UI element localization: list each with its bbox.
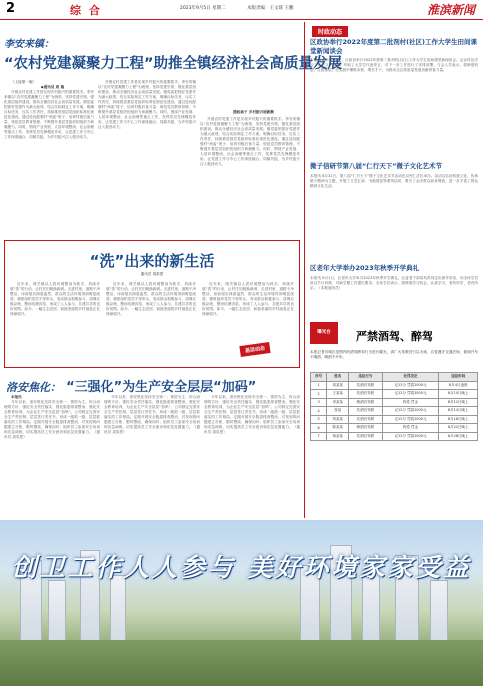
cell: 4 [311, 407, 327, 416]
exposure-note: 本报记者对城区范围内的酒驾醉驾行为进行曝光，请广大驾驶员引以为戒，自觉遵守交通法规，做到开车不喝酒、喝酒不开车。 [310, 350, 478, 359]
cell: 饮酒后驾驶 [349, 407, 382, 416]
cell: 记12分 罚款2000元 [382, 407, 439, 416]
newspaper-logo: 淮滨新闻 [426, 3, 475, 17]
cell: 记12分 罚款2000元 [382, 432, 439, 441]
cell: 8月10日晚上 [439, 390, 478, 399]
feature-body-col2 [106, 282, 196, 364]
safety-body-col1 [4, 395, 100, 515]
page-editor: 本版责编：王文联 王鹏 [247, 6, 294, 11]
table-header-row [311, 373, 478, 382]
safety-body-col2 [104, 395, 200, 515]
column-divider [304, 22, 305, 518]
col-header: 序号 [311, 373, 327, 382]
feature-byline: 通讯员 周泰恩 [140, 272, 164, 276]
feature-body-cont: 近年来，城关镇以人居环境整治为抓手，持续开展“洗”的行动，让村庄旧貌换新颜。走进村里，道路干净整洁，房前屋后绿意盎然，群众的生活环境得到明显改善。镇里组织党员干部带头，发动群众积极参与，清理垃圾杂物、整治坑塘沟渠，形成了人人参与、共建共享的良好氛围。如今，一幅生态宜居、和谐美丽的乡村画卷正在徐徐展开。 [106, 282, 196, 316]
safety-headline [6, 376, 256, 395]
city-banner-image [0, 520, 483, 686]
feature-body: 近年来，城关镇以人居环境整治为抓手，持续开展“洗”的行动，让村庄旧貌换新颜。走进村里，道路干净整洁，房前屋后绿意盎然，群众的生活环境得到明显改善。镇里组织党员干部带头，发动群众积极参与，清理垃圾杂物、整治坑塘沟渠，形成了人人参与、共建共享的良好氛围。如今，一幅生态宜居、和谐美丽的乡村画卷正在徐徐展开。 [10, 282, 100, 316]
safety-body-cont2: 今年以来，洛安焦化坚持安全第一、预防为主、综合治理的方针，强化安全责任落实、强化隐患排查整治、强化安全教育培训，为企业生产安全层层“加码”。公司制定完善安全生产责任制，层层签订责任书，形成一级抓一级、层层抓落实的工作格局。定期开展安全隐患排查整治，对发现的问题建立台账、限时整改、确保闭环；组织员工参加安全培训和应急演练，切实提高员工安全意识和应急处置能力。（通讯员 周泰恩） [204, 395, 300, 434]
lead-body-col1 [4, 80, 94, 230]
page-number: 2 [6, 1, 16, 16]
table-row [311, 432, 478, 441]
lead-body-col2 [98, 80, 196, 230]
lead-byline: （上接第一版） [11, 80, 37, 84]
cell: 2 [311, 390, 327, 399]
cell: 王某某 [327, 390, 349, 399]
col-header: 违法行为 [349, 373, 382, 382]
news3-body: 本报讯 9月1日，区老年大学举办2023年秋季开学典礼。区委老干部局负责同志出席并讲话，向全体学员致以节日问候，对新学期工作提出要求。全体学员表示，将珍惜学习机会，认真学习，老有所学、老有所乐。（本报通讯员） [310, 276, 478, 290]
table-row [311, 424, 478, 433]
cell: 李某某 [327, 398, 349, 407]
cell: 醉酒后驾驶 [349, 398, 382, 407]
feature-title: “洗”出来的新生活 [89, 252, 215, 270]
news2-title: 微子信研节第八届“仁行天下”微子文化艺术节 [310, 162, 443, 170]
cell: 记12分 罚款2000元 [382, 381, 439, 390]
safety-body-col3 [204, 395, 300, 515]
lead-body-cont2: 开展农村党建工作是实现乡村振兴的重要抓手。李安来镇以“农村党建凝聚力工程”为统领，坚持党建引领，强化基层组织建设，推动全镇经济社会高质量发展。镇党委把抓好党建作为最大政绩，结合实际制定工作方案，明确目标任务，压实工作责任，持续推进基层党组织标准化规范化建设。通过选优配强村“两委”班子、培育村级后备力量、规范党员教育管理，不断提升基层党组织的组织力和凝聚力。同时，围绕产业发展、人居环境整治、社会治理等重点工作，发挥党员先锋模范作用，让党建工作与中心工作深度融合、同频共振，为乡村振兴注入强劲动力。 [200, 117, 300, 166]
table-row [311, 381, 478, 390]
lead-title: “农村党建凝聚力工程”助推全镇经济社会高质量发展 [4, 56, 343, 72]
safety-title: “三强化”为生产安全层层“加码” [66, 380, 257, 395]
cell: 1 [311, 381, 327, 390]
col-header: 姓名 [327, 373, 349, 382]
cell: 饮酒后驾驶 [349, 432, 382, 441]
exposure-table-wrap [310, 372, 478, 441]
banner-slogan: 创卫工作人人参与 美好环境家家受益 [11, 553, 472, 582]
cell: 8月4日凌晨 [439, 381, 478, 390]
feature-body-col1 [10, 282, 100, 364]
news2-body: 本报讯 8月31日，第八届“仁行天下”微子文化艺术节活动在汉州仁济区举办。活动以弘扬传统文化、传承微子精神为主题，开展了文艺汇演、书画展览等系列活动，吸引了众多群众前来观看，进一步丰富了群众精神文化生活。 [310, 174, 478, 188]
news1-title: 区政协举行2022年度第二批剂村(社区)工作大学生田间课堂新闻谈会 [310, 38, 478, 55]
issue-date: 2023年9月5日 星期二 [180, 6, 226, 11]
table-row [311, 407, 478, 416]
cell: 记12分 罚款2000元 [382, 415, 439, 424]
table-row [311, 415, 478, 424]
lead-body-col3 [200, 80, 300, 230]
cell: 记12分 罚款2000元 [382, 390, 439, 399]
cell: 拘役 罚金 [382, 398, 439, 407]
section-tag: 时政动态 [312, 26, 348, 37]
news3-title: 区老年大学举办2023年秋季开学典礼 [310, 264, 420, 272]
cell: 8月26日晚上 [439, 432, 478, 441]
tree-line [0, 640, 483, 686]
cell: 3 [311, 398, 327, 407]
table-row [311, 398, 478, 407]
cell: 7 [311, 432, 327, 441]
cell: 8月14日晚上 [439, 407, 478, 416]
cell: 8月18日晚上 [439, 415, 478, 424]
cell: 饮酒后驾驶 [349, 381, 382, 390]
safety-byline: 本报讯 [11, 395, 22, 399]
cell: 张某 [327, 407, 349, 416]
lead-body-cont: 开展农村党建工作是实现乡村振兴的重要抓手。李安来镇以“农村党建凝聚力工程”为统领，坚持党建引领，强化基层组织建设，推动全镇经济社会高质量发展。镇党委把抓好党建作为最大政绩，结合实际制定工作方案，明确目标任务，压实工作责任，持续推进基层党组织标准化规范化建设。通过选优配强村“两委”班子、培育村级后备力量、规范党员教育管理，不断提升基层党组织的组织力和凝聚力。同时，围绕产业发展、人居环境整治、社会治理等重点工作，发挥党员先锋模范作用，让党建工作与中心工作深度融合、同频共振，为乡村振兴注入强劲动力。 [98, 80, 196, 129]
lead-subhead: ◆通讯员 周 瑞 [40, 85, 65, 89]
cell: 醉酒后驾驶 [349, 424, 382, 433]
cell: 杨某某 [327, 432, 349, 441]
col-header: 处罚决定 [382, 373, 439, 382]
mid-subhead: 撸起袖子 乡村振兴展新颜 [233, 110, 274, 114]
cell: 8月12日晚上 [439, 398, 478, 407]
cell: 饮酒后驾驶 [349, 390, 382, 399]
safety-body: 今年以来，洛安焦化坚持安全第一、预防为主、综合治理的方针，强化安全责任落实、强化隐患排查整治、强化安全教育培训，为企业生产安全层层“加码”。公司制定完善安全生产责任制，层层签订责任书，形成一级抓一级、层层抓落实的工作格局。定期开展安全隐患排查整治，对发现的问题建立台账、限时整改、确保闭环；组织员工参加安全培训和应急演练，切实提高员工安全意识和应急处置能力。（通讯员 周泰恩） [4, 400, 100, 439]
cell: 周某某 [327, 381, 349, 390]
safety-body-cont: 今年以来，洛安焦化坚持安全第一、预防为主、综合治理的方针，强化安全责任落实、强化隐患排查整治、强化安全教育培训，为企业生产安全层层“加码”。公司制定完善安全生产责任制，层层签订责任书，形成一级抓一级、层层抓落实的工作格局。定期开展安全隐患排查整治，对发现的问题建立台账、限时整改、确保闭环；组织员工参加安全培训和应急演练，切实提高员工安全意识和应急处置能力。（通讯员 周泰恩） [104, 395, 200, 434]
exposure-title: 严禁酒驾、醉驾 [356, 330, 433, 343]
table-row [311, 390, 478, 399]
col-header: 违法时间 [439, 373, 478, 382]
cell: 6 [311, 424, 327, 433]
feature-stamp: 基层动态 [239, 342, 270, 357]
cell: 刘某某 [327, 415, 349, 424]
cell: 陈某某 [327, 424, 349, 433]
section-title: 综 合 [70, 4, 102, 17]
news1-body: 本报讯 9月4日上午，区政协举行2022年度第二批剂村(社区)工作大学生田间课堂新闻谈会。会议传达学习了有关文件精神，听取了大学生代表发言，对下一步工作进行了安排部署。与会人员表示，将珍惜机会，扎根基层，在实践中锤炼本领、增长才干，为推动全区高质量发展贡献青春力量。 [310, 58, 478, 72]
cell: 拘役 罚金 [382, 424, 439, 433]
cell: 饮酒后驾驶 [349, 415, 382, 424]
safety-kicker: 洛安焦化： [6, 381, 61, 394]
lead-body: 开展农村党建工作是实现乡村振兴的重要抓手。李安来镇以“农村党建凝聚力工程”为统领，坚持党建引领，强化基层组织建设，推动全镇经济社会高质量发展。镇党委把抓好党建作为最大政绩，结合实际制定工作方案，明确目标任务，压实工作责任，持续推进基层党组织标准化规范化建设。通过选优配强村“两委”班子、培育村级后备力量、规范党员教育管理，不断提升基层党组织的组织力和凝聚力。同时，围绕产业发展、人居环境整治、社会治理等重点工作，发挥党员先锋模范作用，让党建工作与中心工作深度融合、同频共振，为乡村振兴注入强劲动力。 [4, 90, 94, 139]
exposure-label: 曝光台 [310, 322, 338, 344]
feature-body-cont2: 近年来，城关镇以人居环境整治为抓手，持续开展“洗”的行动，让村庄旧貌换新颜。走进村里，道路干净整洁，房前屋后绿意盎然，群众的生活环境得到明显改善。镇里组织党员干部带头，发动群众积极参与，清理垃圾杂物、整治坑塘沟渠，形成了人人参与、共建共享的良好氛围。如今，一幅生态宜居、和谐美丽的乡村画卷正在徐徐展开。 [202, 282, 294, 316]
lead-kicker: 李安来镇： [4, 39, 54, 50]
header-meta [180, 5, 293, 11]
exposure-table [310, 372, 478, 441]
cell: 8月22日晚上 [439, 424, 478, 433]
cell: 5 [311, 415, 327, 424]
